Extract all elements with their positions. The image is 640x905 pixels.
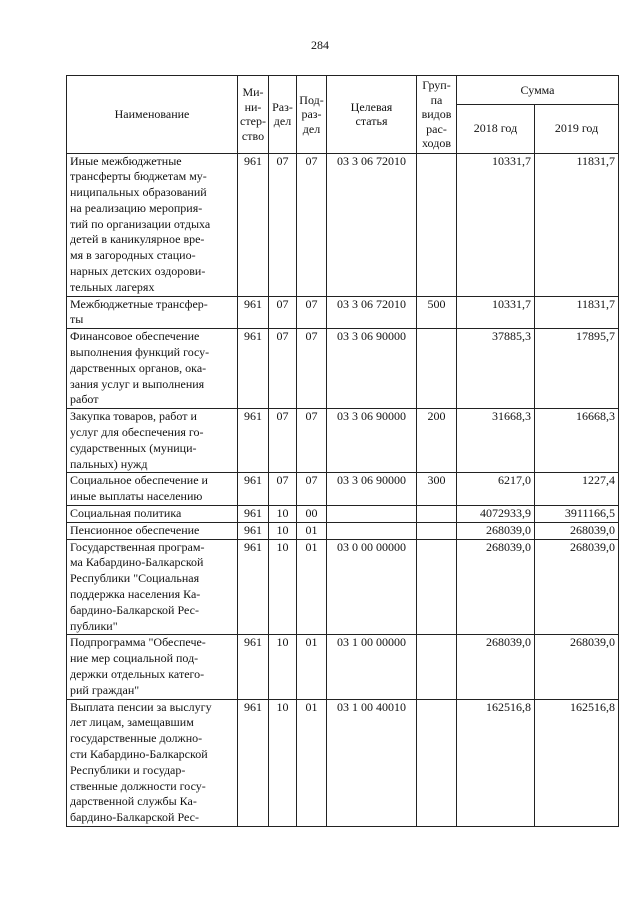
amount-2019-cell: 17895,7 bbox=[535, 329, 619, 409]
subsection-cell: 01 bbox=[297, 635, 327, 699]
expense-group-cell: 500 bbox=[417, 296, 457, 329]
subsection-cell: 07 bbox=[297, 473, 327, 506]
amount-2019-cell: 16668,3 bbox=[535, 409, 619, 473]
amount-2019-cell: 11831,7 bbox=[535, 153, 619, 296]
subsection-cell: 01 bbox=[297, 699, 327, 826]
table-row bbox=[67, 635, 619, 699]
expense-group-cell bbox=[417, 539, 457, 635]
section-cell: 07 bbox=[269, 409, 297, 473]
ministry-cell: 961 bbox=[238, 329, 269, 409]
page-number: 284 bbox=[311, 38, 329, 52]
row-name-cell: Пенсионное обеспечение bbox=[67, 522, 238, 539]
ministry-cell: 961 bbox=[238, 506, 269, 523]
table-row bbox=[67, 699, 619, 826]
ministry-cell: 961 bbox=[238, 296, 269, 329]
target-article-cell: 03 3 06 90000 bbox=[327, 329, 417, 409]
table-row bbox=[67, 539, 619, 635]
row-name-cell: Государственная програм- ма Кабардино-Балкарской Республики "Социальная поддержка населения Ка- бардино-Балкарской Рес- публики" bbox=[67, 539, 238, 635]
amount-2018-cell: 268039,0 bbox=[457, 522, 535, 539]
subsection-cell: 07 bbox=[297, 153, 327, 296]
header-ministry: Ми- ни- стер- ство bbox=[238, 76, 269, 154]
table-body bbox=[67, 153, 619, 826]
table-row bbox=[67, 296, 619, 329]
table-row bbox=[67, 473, 619, 506]
target-article-cell bbox=[327, 506, 417, 523]
row-name-cell: Закупка товаров, работ и услуг для обеспечения го- сударственных (муници- пальных) нужд bbox=[67, 409, 238, 473]
table-row bbox=[67, 153, 619, 296]
row-name-cell: Иные межбюджетные трансферты бюджетам му- ниципальных образований на реализацию мероприя- тий по организации отдыха детей в каникулярное вре- мя в загородных стацио- нарных детских оздорови- тельных лагерях bbox=[67, 153, 238, 296]
target-article-cell: 03 3 06 72010 bbox=[327, 153, 417, 296]
row-name-cell: Подпрограмма "Обеспече- ние мер социальной под- держки отдельных катего- рий граждан" bbox=[67, 635, 238, 699]
header-subsection: Под- раз- дел bbox=[297, 76, 327, 154]
amount-2018-cell: 4072933,9 bbox=[457, 506, 535, 523]
row-name-cell: Социальное обеспечение и иные выплаты населению bbox=[67, 473, 238, 506]
expense-group-cell: 300 bbox=[417, 473, 457, 506]
amount-2019-cell: 268039,0 bbox=[535, 522, 619, 539]
subsection-cell: 01 bbox=[297, 522, 327, 539]
expense-group-cell bbox=[417, 699, 457, 826]
table-header bbox=[67, 76, 619, 154]
expense-group-cell bbox=[417, 506, 457, 523]
expense-group-cell bbox=[417, 522, 457, 539]
target-article-cell: 03 3 06 90000 bbox=[327, 473, 417, 506]
target-article-cell bbox=[327, 522, 417, 539]
header-year-2018: 2018 год bbox=[457, 104, 535, 153]
table-row bbox=[67, 506, 619, 523]
row-name-cell: Финансовое обеспечение выполнения функций госу- дарственных органов, ока- зания услуг и выполнения работ bbox=[67, 329, 238, 409]
section-cell: 07 bbox=[269, 296, 297, 329]
budget-table bbox=[66, 75, 619, 827]
subsection-cell: 07 bbox=[297, 329, 327, 409]
amount-2019-cell: 11831,7 bbox=[535, 296, 619, 329]
amount-2019-cell: 1227,4 bbox=[535, 473, 619, 506]
amount-2019-cell: 268039,0 bbox=[535, 539, 619, 635]
section-cell: 07 bbox=[269, 473, 297, 506]
table-row bbox=[67, 329, 619, 409]
header-name bbox=[67, 76, 238, 154]
section-cell: 07 bbox=[269, 153, 297, 296]
header-year-2019: 2019 год bbox=[535, 104, 619, 153]
header-section: Раз- дел bbox=[269, 76, 297, 154]
target-article-cell: 03 1 00 40010 bbox=[327, 699, 417, 826]
amount-2018-cell: 37885,3 bbox=[457, 329, 535, 409]
row-name-cell: Социальная политика bbox=[67, 506, 238, 523]
table-row bbox=[67, 522, 619, 539]
target-article-cell: 03 3 06 90000 bbox=[327, 409, 417, 473]
table-row bbox=[67, 409, 619, 473]
header-target-article: Целевая статья bbox=[327, 76, 417, 154]
header-sum: Сумма bbox=[457, 76, 619, 105]
subsection-cell: 01 bbox=[297, 539, 327, 635]
row-name-cell: Выплата пенсии за выслугу лет лицам, замещавшим государственные должно- сти Кабардино-Балкарской Республики и государ- ственные должности госу- дарственной службы Ка- бардино-Балкарской Рес- bbox=[67, 699, 238, 826]
amount-2018-cell: 162516,8 bbox=[457, 699, 535, 826]
target-article-cell: 03 3 06 72010 bbox=[327, 296, 417, 329]
expense-group-cell bbox=[417, 329, 457, 409]
amount-2018-cell: 31668,3 bbox=[457, 409, 535, 473]
ministry-cell: 961 bbox=[238, 473, 269, 506]
section-cell: 10 bbox=[269, 506, 297, 523]
ministry-cell: 961 bbox=[238, 699, 269, 826]
ministry-cell: 961 bbox=[238, 153, 269, 296]
amount-2018-cell: 10331,7 bbox=[457, 296, 535, 329]
target-article-cell: 03 0 00 00000 bbox=[327, 539, 417, 635]
section-cell: 10 bbox=[269, 539, 297, 635]
amount-2019-cell: 268039,0 bbox=[535, 635, 619, 699]
expense-group-cell bbox=[417, 153, 457, 296]
subsection-cell: 07 bbox=[297, 296, 327, 329]
ministry-cell: 961 bbox=[238, 539, 269, 635]
header-name-label: Наименование bbox=[114, 107, 190, 121]
amount-2018-cell: 268039,0 bbox=[457, 635, 535, 699]
row-name-cell: Межбюджетные трансфер- ты bbox=[67, 296, 238, 329]
amount-2018-cell: 10331,7 bbox=[457, 153, 535, 296]
expense-group-cell: 200 bbox=[417, 409, 457, 473]
ministry-cell: 961 bbox=[238, 522, 269, 539]
header-expense-group: Груп- па видов рас- ходов bbox=[417, 76, 457, 154]
amount-2019-cell: 3911166,5 bbox=[535, 506, 619, 523]
amount-2018-cell: 268039,0 bbox=[457, 539, 535, 635]
amount-2018-cell: 6217,0 bbox=[457, 473, 535, 506]
section-cell: 10 bbox=[269, 635, 297, 699]
target-article-cell: 03 1 00 00000 bbox=[327, 635, 417, 699]
subsection-cell: 07 bbox=[297, 409, 327, 473]
section-cell: 10 bbox=[269, 522, 297, 539]
amount-2019-cell: 162516,8 bbox=[535, 699, 619, 826]
section-cell: 10 bbox=[269, 699, 297, 826]
ministry-cell: 961 bbox=[238, 635, 269, 699]
expense-group-cell bbox=[417, 635, 457, 699]
ministry-cell: 961 bbox=[238, 409, 269, 473]
subsection-cell: 00 bbox=[297, 506, 327, 523]
section-cell: 07 bbox=[269, 329, 297, 409]
